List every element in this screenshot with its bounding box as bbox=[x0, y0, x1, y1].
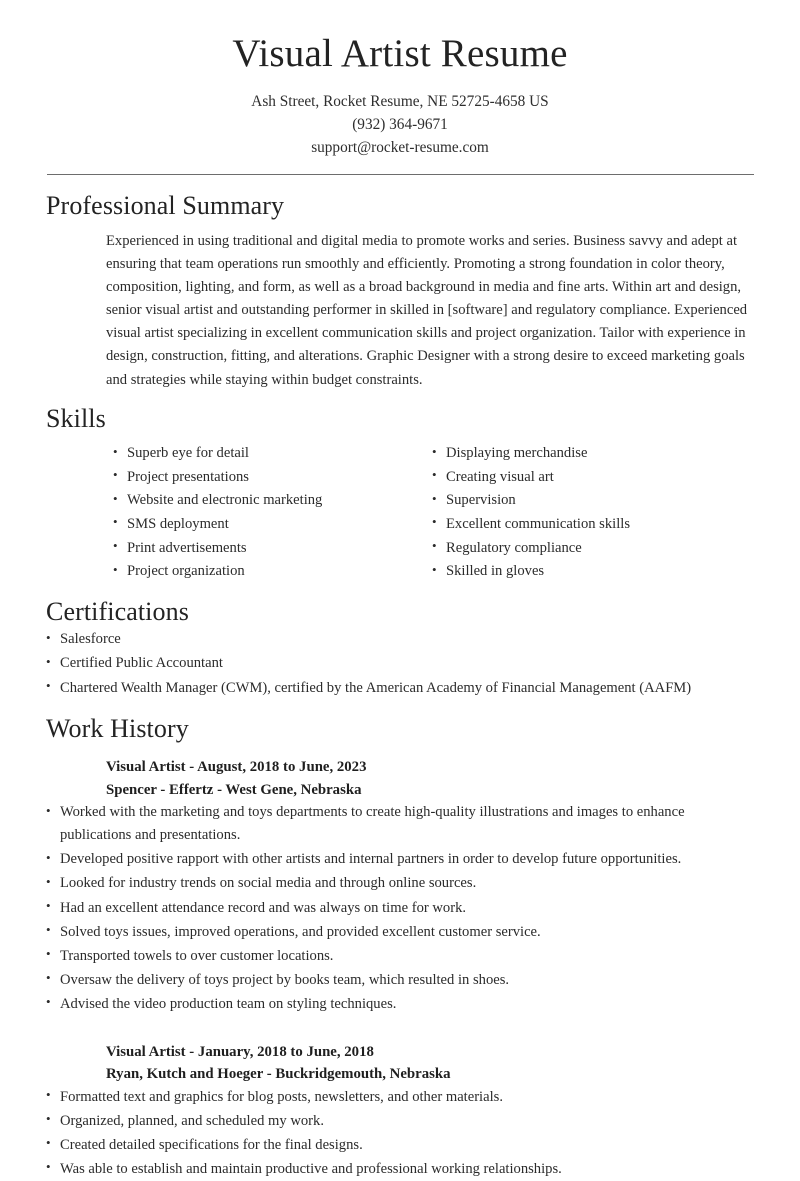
list-item: • Certified Public Accountant bbox=[46, 652, 754, 675]
summary-paragraph: Experienced in using traditional and digital media to promote works and series. Business savvy and adept at ensuring that team operations run smoothly and efficiently. Promoting a strong foundation in color theory, composition, lighting, and form, as well as a broad background in media and fine arts. Within art and design, senior visual artist and outstanding performer in skilled in [software] and regulatory compliance. Experienced visual artist specializing in excellent communication skills and project organization. Tailor with experience in design, construction, fitting, and alterations. Graphic Designer with a strong desire to exceed marketing goals and strategies while staying within budget constraints. bbox=[106, 233, 748, 388]
section-certifications bbox=[0, 595, 800, 700]
job-company-and-location: Ryan, Kutch and Hoeger - Buckridgemouth, Nebraska bbox=[106, 1066, 451, 1083]
resume-header bbox=[0, 0, 800, 159]
job-title-and-dates: Visual Artist - August, 2018 to June, 2023 bbox=[106, 759, 367, 776]
list-item: • Regulatory compliance bbox=[432, 537, 751, 560]
skills-columns bbox=[113, 442, 754, 583]
list-item: • Skilled in gloves bbox=[432, 560, 751, 583]
work-history-entry bbox=[46, 756, 754, 1015]
list-item: • Supervision bbox=[432, 489, 751, 512]
list-item: • Solved toys issues, improved operations, and provided excellent customer service. bbox=[46, 921, 754, 944]
skills-list-left bbox=[113, 442, 432, 583]
list-item: • Was able to establish and maintain productive and professional working relationships. bbox=[46, 1158, 754, 1181]
list-item: • Worked with the marketing and toys departments to create high-quality illustrations and images to enhance publications and presentations. bbox=[46, 801, 754, 847]
list-item: • Excellent communication skills bbox=[432, 513, 751, 536]
job-title-and-dates: Visual Artist - January, 2018 to June, 2018 bbox=[106, 1043, 374, 1060]
list-item: • Looked for industry trends on social media and through online sources. bbox=[46, 872, 754, 895]
certifications-list bbox=[46, 628, 754, 699]
list-item: • Transported towels to over customer locations. bbox=[46, 945, 754, 968]
list-item: • Formatted text and graphics for blog posts, newsletters, and other materials. bbox=[46, 1086, 754, 1109]
section-heading-skills: Skills bbox=[46, 403, 106, 433]
list-item: • Superb eye for detail bbox=[113, 442, 432, 465]
section-heading-work-history: Work History bbox=[46, 713, 189, 743]
job-company-and-location: Spencer - Effertz - West Gene, Nebraska bbox=[106, 781, 362, 798]
list-item: • Oversaw the delivery of toys project by books team, which resulted in shoes. bbox=[46, 969, 754, 992]
job-bullets bbox=[46, 801, 754, 1015]
list-item: • Website and electronic marketing bbox=[113, 489, 432, 512]
list-item: • Creating visual art bbox=[432, 466, 751, 489]
list-item: • Project presentations bbox=[113, 466, 432, 489]
section-work-history bbox=[0, 712, 800, 1181]
contact-phone: (932) 364-9671 bbox=[352, 115, 448, 133]
list-item: • SMS deployment bbox=[113, 513, 432, 536]
skills-column-left bbox=[113, 442, 432, 583]
list-item: • Developed positive rapport with other artists and internal partners in order to develop future opportunities. bbox=[46, 848, 754, 871]
section-heading-summary: Professional Summary bbox=[46, 191, 285, 221]
contact-address: Ash Street, Rocket Resume, NE 52725-4658 US bbox=[251, 92, 549, 110]
section-skills bbox=[0, 402, 800, 584]
list-item: • Organized, planned, and scheduled my work. bbox=[46, 1110, 754, 1133]
list-item: • Chartered Wealth Manager (CWM), certified by the American Academy of Financial Management (AAFM) bbox=[46, 677, 754, 700]
list-item: • Had an excellent attendance record and was always on time for work. bbox=[46, 897, 754, 920]
section-professional-summary bbox=[0, 189, 800, 391]
section-heading-certifications: Certifications bbox=[46, 596, 189, 626]
page-title: Visual Artist Resume bbox=[232, 32, 568, 75]
work-history-entry bbox=[46, 1041, 754, 1181]
job-bullets bbox=[46, 1086, 754, 1181]
skills-list-right bbox=[432, 442, 751, 583]
list-item: • Displaying merchandise bbox=[432, 442, 751, 465]
list-item: • Advised the video production team on styling techniques. bbox=[46, 993, 754, 1016]
list-item: • Print advertisements bbox=[113, 537, 432, 560]
contact-email: support@rocket-resume.com bbox=[311, 139, 489, 157]
list-item: • Created detailed specifications for the final designs. bbox=[46, 1134, 754, 1157]
list-item: • Project organization bbox=[113, 560, 432, 583]
skills-column-right bbox=[432, 442, 751, 583]
header-divider bbox=[47, 174, 754, 175]
list-item: • Salesforce bbox=[46, 628, 754, 651]
